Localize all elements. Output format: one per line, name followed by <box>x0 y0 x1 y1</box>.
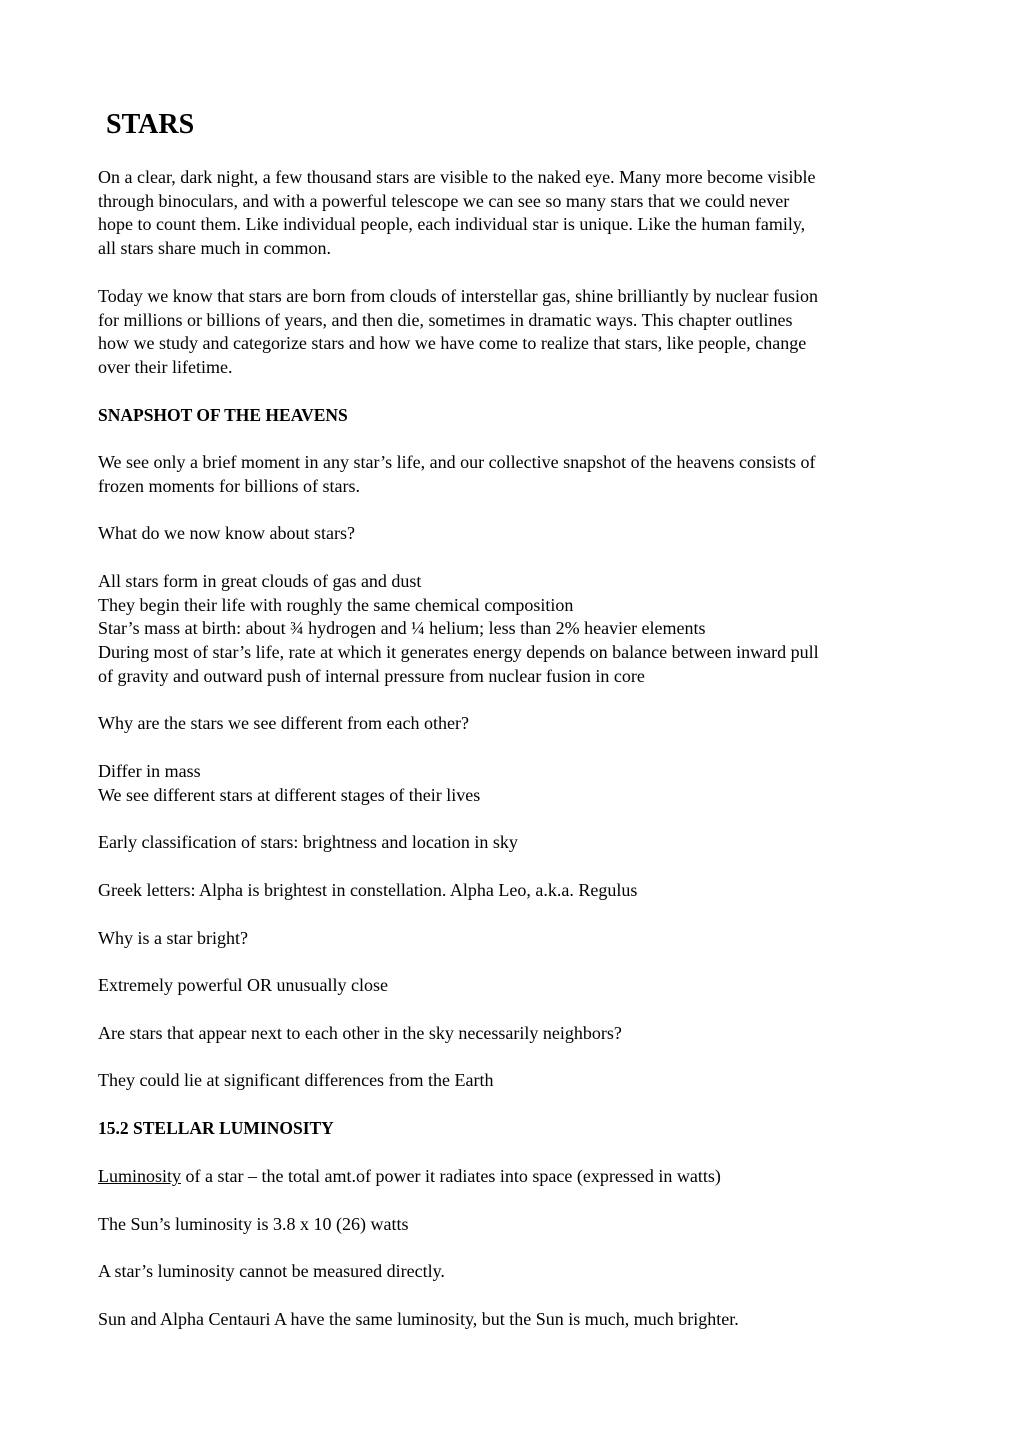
question-know: What do we now know about stars? <box>98 523 355 543</box>
list-item: Differ in mass <box>98 761 201 781</box>
text-line: over their lifetime. <box>98 357 233 378</box>
list-item: During most of star’s life, rate at which it generates energy depends on balance between inward pull <box>98 642 819 663</box>
luminosity-definition-text: of a star – the total amt.of power it radiates into space (expressed in watts) <box>181 1166 721 1186</box>
luminosity-term: Luminosity <box>98 1166 182 1186</box>
differences-list <box>98 760 928 807</box>
section-heading-snapshot: SNAPSHOT OF THE HEAVENS <box>98 405 348 425</box>
text-line: We see only a brief moment in any star’s life, and our collective snapshot of the heavens consists of <box>98 452 816 472</box>
list-item: We see different stars at different stages of their lives <box>98 784 481 805</box>
list-item: Star’s mass at birth: about ¾ hydrogen and ¼ helium; less than 2% heavier elements <box>98 618 706 639</box>
page-title: STARS <box>106 109 195 140</box>
text-line: all stars share much in common. <box>98 238 331 259</box>
text-line: frozen moments for billions of stars. <box>98 475 360 496</box>
facts-list <box>98 570 928 689</box>
snapshot-paragraph <box>98 451 928 498</box>
question-bright: Why is a star bright? <box>98 928 248 948</box>
alpha-centauri: Sun and Alpha Centauri A have the same luminosity, but the Sun is much, much brighter. <box>98 1309 739 1329</box>
list-item: of gravity and outward push of internal pressure from nuclear fusion in core <box>98 665 645 686</box>
sun-luminosity: The Sun’s luminosity is 3.8 x 10 (26) watts <box>98 1214 409 1234</box>
answer-neighbors: They could lie at significant differences from the Earth <box>98 1070 494 1090</box>
text-line: how we study and categorize stars and how we have come to realize that stars, like people, change <box>98 333 807 354</box>
section-heading-luminosity: 15.2 STELLAR LUMINOSITY <box>98 1118 334 1138</box>
list-item: They begin their life with roughly the same chemical composition <box>98 594 574 615</box>
text-line: hope to count them. Like individual people, each individual star is unique. Like the human family, <box>98 214 806 235</box>
intro-paragraph-2 <box>98 285 928 380</box>
intro-paragraph-1 <box>98 166 928 261</box>
cannot-measure: A star’s luminosity cannot be measured directly. <box>98 1261 445 1281</box>
text-line: On a clear, dark night, a few thousand stars are visible to the naked eye. Many more become visible <box>98 167 816 187</box>
text-line: Today we know that stars are born from clouds of interstellar gas, shine brilliantly by nuclear fusion <box>98 286 819 306</box>
list-item: All stars form in great clouds of gas and dust <box>98 571 422 591</box>
luminosity-definition <box>98 1165 928 1189</box>
answer-bright: Extremely powerful OR unusually close <box>98 975 388 995</box>
text-line: for millions or billions of years, and then die, sometimes in dramatic ways. This chapter outlines <box>98 309 793 330</box>
question-different: Why are the stars we see different from each other? <box>98 713 469 733</box>
early-classification: Early classification of stars: brightness and location in sky <box>98 832 518 852</box>
greek-letters: Greek letters: Alpha is brightest in constellation. Alpha Leo, a.k.a. Regulus <box>98 880 638 900</box>
text-line: through binoculars, and with a powerful telescope we can see so many stars that we could never <box>98 190 790 211</box>
question-neighbors: Are stars that appear next to each other in the sky necessarily neighbors? <box>98 1023 622 1043</box>
